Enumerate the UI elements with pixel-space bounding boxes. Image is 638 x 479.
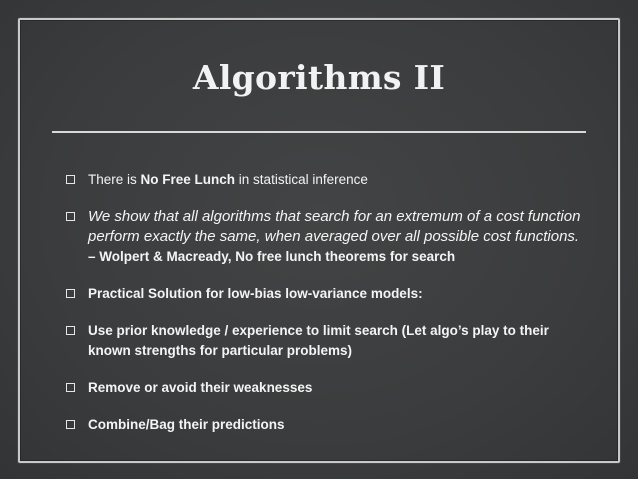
- bullet-item: [66, 321, 586, 361]
- bullet-item: [66, 378, 586, 398]
- bullet-text-prefix: There is: [88, 172, 141, 187]
- bullet-text: Use prior knowledge / experience to limit search (Let algo’s play to their known strengths for particular problems): [88, 323, 549, 358]
- bullet-item: [66, 415, 586, 435]
- square-bullet-icon: [66, 326, 75, 335]
- square-bullet-icon: [66, 175, 75, 184]
- bullet-item: [66, 284, 586, 304]
- square-bullet-icon: [66, 289, 75, 298]
- square-bullet-icon: [66, 420, 75, 429]
- bullet-text-emphasis: No Free Lunch: [140, 172, 236, 187]
- bullet-text: Remove or avoid their weaknesses: [88, 380, 313, 395]
- bullet-item: [66, 207, 586, 267]
- bullet-list: [66, 170, 586, 435]
- bullet-text: Combine/Bag their predictions: [88, 417, 285, 432]
- bullet-text: Practical Solution for low-bias low-variance models:: [88, 286, 423, 301]
- bullet-quote: We show that all algorithms that search for an extremum of a cost function perform exactly the same, when averaged over all possible cost functions.: [88, 208, 581, 245]
- bullet-item: [66, 170, 586, 190]
- square-bullet-icon: [66, 212, 75, 221]
- bullet-text-suffix: in statistical inference: [235, 172, 368, 187]
- slide-title: Algorithms II: [192, 58, 446, 97]
- square-bullet-icon: [66, 383, 75, 392]
- title-divider: [52, 131, 586, 133]
- bullet-citation: – Wolpert & Macready, No free lunch theorems for search: [88, 249, 456, 264]
